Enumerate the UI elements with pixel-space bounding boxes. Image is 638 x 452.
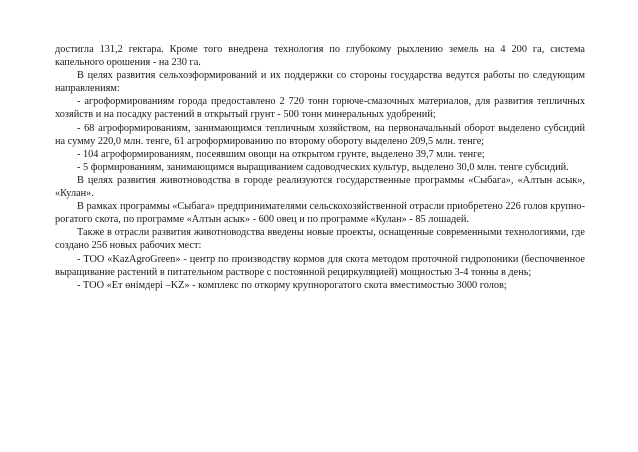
paragraph-1: достигла 131,2 гектара. Кроме того внедрена технология по глубокому рыхлению земель на 4 200 га, система капельного орошения - на 230 га.: [55, 44, 585, 69]
paragraph-11: - ТОО «Ет өнімдері –KZ» - комплекс по откорму крупнорогатого скота вместимостью 3000 голов;: [77, 279, 507, 291]
paragraph-10: - ТОО «KazAgroGreen» - центр по производству кормов для скота методом проточной гидропоники (беспочвенное выращивание растений в питательном растворе с постоянной рециркуляцией) мощностью 3-4 тонны в день;: [55, 253, 585, 278]
document-page: [55, 43, 585, 292]
paragraph-9: Также в отрасли развития животноводства введены новые проекты, оснащенные современными технологиями, где создано 256 новых рабочих мест:: [55, 227, 585, 252]
paragraph-8: В рамках программы «Сыбага» предпринимателями сельскохозяйственной отрасли приобретено 226 голов крупно-рогатого скота, по программе «Алтын асык» - 600 овец и по программе «Кулан» - 85 лошадей.: [55, 201, 585, 226]
paragraph-2: В целях развития сельхозформирований и их поддержки со стороны государства ведутся работы по следующим направлениям:: [55, 70, 585, 95]
paragraph-5: - 104 агроформированиям, посеявшим овощи на открытом грунте, выделено 39,7 млн. тенге;: [77, 148, 485, 160]
paragraph-4: - 68 агроформированиям, занимающимся тепличным хозяйством, на первоначальный оборот выделено субсидий на сумму 220,0 млн. тенге, 61 агроформированию по второму обороту выделено 209,5 млн. тенге;: [55, 122, 585, 147]
paragraph-6: - 5 формированиям, занимающимся выращиванием садоводческих культур, выделено 30,0 млн. тенге субсидий.: [77, 161, 569, 173]
paragraph-7: В целях развития животноводства в городе реализуются государственные программы «Сыбага», «Алтын асык», «Кулан».: [55, 174, 585, 200]
paragraph-3: - агроформированиям города предоставлено 2 720 тонн горюче-смазочных материалов, для развития тепличных хозяйств и на посадку растений в открытый грунт - 500 тонн минеральных удобрений;: [55, 96, 585, 121]
